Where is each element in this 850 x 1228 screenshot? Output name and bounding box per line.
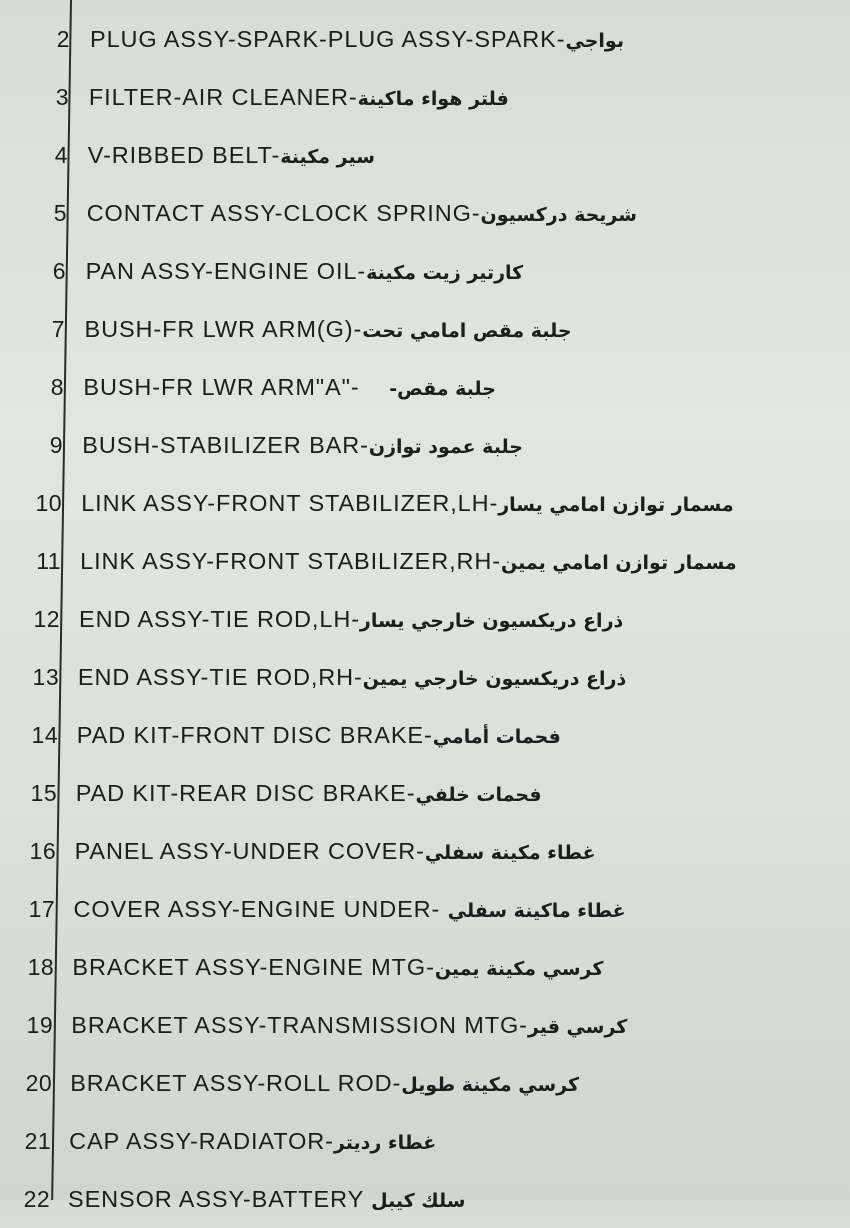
parts-row — [0, 184, 850, 242]
part-description — [77, 722, 561, 749]
row-number: 3 — [55, 83, 69, 110]
part-name-arabic: فلتر هواء ماكينة — [357, 87, 509, 110]
parts-row — [0, 938, 850, 996]
part-name-english: CAP ASSY-RADIATOR- — [69, 1127, 334, 1154]
part-name-english: PANEL ASSY-UNDER COVER- — [74, 837, 425, 864]
part-description — [70, 1070, 579, 1097]
part-description — [89, 84, 509, 111]
part-description — [76, 780, 542, 807]
part-name-arabic: كرسي مكينة يمين — [434, 957, 604, 980]
part-name-english: BRACKET ASSY-ROLL ROD- — [70, 1069, 402, 1096]
parts-row — [0, 242, 850, 300]
row-number: 17 — [28, 895, 56, 922]
parts-row — [0, 1170, 850, 1228]
part-name-arabic: فحمات خلفي — [415, 783, 542, 806]
row-number: 5 — [53, 199, 68, 226]
part-name-english: CONTACT ASSY-CLOCK SPRING- — [86, 199, 481, 226]
part-name-arabic: غطاء رديتر — [333, 1131, 437, 1154]
part-name-arabic: كارتير زيت مكينة — [366, 261, 524, 284]
part-name-arabic: جلبة مقص امامي تحت — [362, 319, 572, 342]
row-number: 9 — [49, 431, 64, 458]
parts-row — [0, 822, 850, 880]
row-number: 16 — [29, 837, 57, 864]
part-name-english: PAN ASSY-ENGINE OIL- — [85, 257, 367, 284]
part-name-arabic: جلبة مقص- — [389, 377, 496, 400]
part-name-english: END ASSY-TIE ROD,RH- — [77, 663, 363, 690]
row-number: 18 — [27, 953, 55, 980]
parts-row — [0, 1112, 850, 1170]
part-description — [86, 258, 524, 285]
parts-list — [0, 10, 850, 1228]
part-name-english: BUSH-STABILIZER BAR- — [82, 431, 369, 458]
part-description — [71, 1012, 627, 1039]
part-description — [85, 316, 572, 343]
part-description — [75, 838, 596, 865]
parts-row — [0, 300, 850, 358]
row-number: 10 — [35, 489, 63, 516]
part-name-arabic: ذراع دريكسيون خارجي يسار — [359, 609, 624, 632]
part-description — [82, 432, 523, 459]
part-name-english: COVER ASSY-ENGINE UNDER- — [73, 895, 448, 922]
part-description — [81, 490, 733, 517]
part-description — [87, 200, 637, 227]
row-number: 13 — [32, 663, 60, 690]
part-description — [68, 1186, 465, 1213]
row-number: 11 — [36, 547, 62, 574]
parts-row — [0, 532, 850, 590]
part-description — [78, 664, 626, 691]
row-number: 19 — [26, 1011, 54, 1038]
part-name-arabic: جلبة عمود توازن — [368, 435, 523, 458]
row-number: 14 — [31, 721, 59, 748]
part-name-arabic: غطاء ماكينة سفلي — [447, 899, 626, 922]
part-name-english: PAD KIT-FRONT DISC BRAKE- — [76, 721, 433, 748]
part-name-english: BRACKET ASSY-TRANSMISSION MTG- — [71, 1011, 528, 1038]
part-name-english: BUSH-FR LWR ARM(G)- — [84, 315, 363, 342]
row-number: 8 — [50, 373, 65, 400]
parts-row — [0, 764, 850, 822]
part-name-arabic: ذراع دريكسيون خارجي يمين — [362, 667, 627, 690]
row-number: 7 — [51, 315, 66, 342]
part-name-english: PAD KIT-REAR DISC BRAKE- — [75, 779, 416, 806]
parts-row — [0, 416, 850, 474]
row-number: 20 — [25, 1069, 53, 1096]
row-number: 6 — [52, 257, 67, 284]
part-description — [74, 896, 626, 923]
parts-row — [0, 358, 850, 416]
part-name-arabic: شريحة دركسيون — [480, 203, 637, 226]
parts-row — [0, 648, 850, 706]
parts-row — [0, 1054, 850, 1112]
part-name-arabic: مسمار توازن امامي يمين — [501, 551, 737, 574]
parts-row — [0, 590, 850, 648]
part-name-english: LINK ASSY-FRONT STABILIZER,RH- — [80, 547, 502, 574]
part-description — [72, 954, 603, 981]
part-name-english: LINK ASSY-FRONT STABILIZER,LH- — [81, 489, 499, 516]
part-name-english: FILTER-AIR CLEANER- — [88, 83, 358, 110]
part-name-english: PLUG ASSY-SPARK-PLUG ASSY-SPARK- — [90, 25, 566, 52]
part-name-english: BRACKET ASSY-ENGINE MTG- — [72, 953, 435, 980]
part-name-arabic: سير مكينة — [280, 145, 375, 168]
parts-row — [0, 474, 850, 532]
part-name-arabic: كرسي مكينة طويل — [401, 1073, 580, 1096]
part-name-english: V-RIBBED BELT- — [87, 141, 281, 168]
parts-row — [0, 126, 850, 184]
part-description — [83, 374, 496, 401]
row-number: 12 — [33, 605, 61, 632]
row-number: 22 — [23, 1185, 51, 1212]
parts-row — [0, 880, 850, 938]
part-name-arabic: كرسي قير — [527, 1015, 628, 1038]
parts-row — [0, 68, 850, 126]
part-name-english: BUSH-FR LWR ARM"A"- — [83, 373, 390, 400]
row-number: 21 — [24, 1127, 52, 1154]
parts-row — [0, 706, 850, 764]
part-name-arabic: مسمار توازن امامي يسار — [498, 493, 734, 516]
part-description — [69, 1128, 436, 1155]
part-name-arabic: بواجي — [565, 29, 624, 52]
part-name-english: SENSOR ASSY-BATTERY — [68, 1185, 372, 1212]
part-name-arabic: سلك كيبل — [371, 1189, 466, 1212]
part-name-arabic: غطاء مكينة سفلي — [424, 841, 596, 864]
part-description — [79, 606, 623, 633]
part-description — [80, 548, 737, 575]
part-name-english: END ASSY-TIE ROD,LH- — [79, 605, 360, 632]
part-description — [90, 26, 624, 53]
row-number: 4 — [54, 141, 69, 168]
parts-row — [0, 996, 850, 1054]
parts-row — [0, 10, 850, 68]
row-number: 15 — [30, 779, 58, 806]
part-description — [88, 142, 375, 169]
row-number: 2 — [56, 25, 70, 52]
part-name-arabic: فحمات أمامي — [432, 725, 561, 748]
